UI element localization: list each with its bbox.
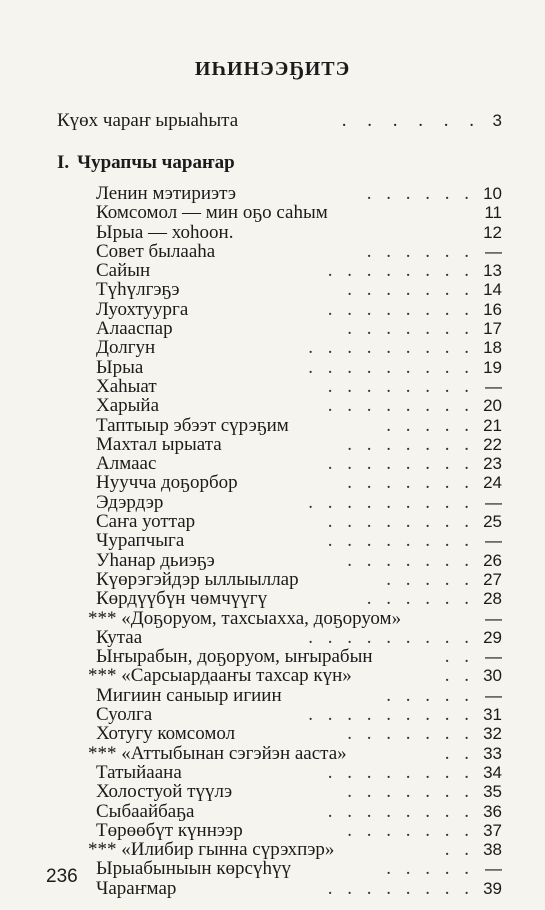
entry-title: Холостуой түүлэ [96,781,233,803]
toc-entry [96,338,502,357]
leader-dots: . . [444,743,474,763]
leader-dots: . . [444,840,474,860]
entry-page: 38 [483,840,502,860]
toc-entry [96,300,502,319]
entry-page: 39 [483,878,502,898]
entry-title: Саҥа уоттар [96,511,196,533]
leader-dots: . . . . . . . [347,319,474,339]
toc-entry [96,763,502,782]
leader-dots: . . . . . . . . . [308,705,474,725]
entry-title: Сыбаайбаҕа [96,800,195,822]
entry-page: — [485,492,502,512]
entry-title: Таптыыр эбээт сүрэҕим [96,414,289,436]
toc-entry [96,203,502,222]
entry-page: 33 [483,743,502,763]
toc-entry [96,802,502,821]
entry-title: Комсомол — мин оҕо саһым [96,202,328,224]
entry-title: Ырыа [96,356,144,378]
leader-dots: . . . . . . . [347,473,474,493]
section-title: Чурапчы чараҥар [77,152,235,173]
entry-page: 36 [483,801,502,821]
toc-entry [96,628,502,647]
entry-page: 35 [483,782,502,802]
entry-page: 13 [483,261,502,281]
entry-title: Түһүлгэҕэ [96,279,180,301]
entry-page: 28 [483,589,502,609]
toc-entry [88,607,502,629]
toc-entry [96,377,502,396]
leader-dots: . . . . . . [366,184,474,204]
page-number: 236 [46,866,78,887]
toc-entry [96,358,502,377]
entry-title: Долгун [96,337,156,359]
entry-page: 30 [483,666,502,686]
entry-page: 11 [484,203,502,223]
entry-title: Кутаа [96,626,143,648]
toc-entry [96,435,502,454]
entry-title: Сайын [96,260,151,282]
leader-dots: . . . . . . . . [327,531,474,551]
entry-title: Харыйа [96,395,160,417]
entry-page: — [485,685,502,705]
entry-page: 17 [483,319,502,339]
leader-dots: . . . . . . . . [327,512,474,532]
toc-entry [96,782,502,801]
toc-entry [96,473,502,492]
toc-entry [96,724,502,743]
entry-page: 18 [483,338,502,358]
toc-entry [88,839,502,861]
intro-title: Күөх чараҥ ырыаһыта [57,110,239,131]
entry-page: 25 [483,512,502,532]
entry-page: — [485,241,502,261]
leader-dots: . . . . . . . . [327,396,474,416]
entry-title: Суолга [96,704,153,726]
entry-title: *** «Доҕоруом, тахсыахха, доҕоруом» [88,607,402,629]
leader-dots: . . . . . . . [347,820,474,841]
leader-dots: . . [444,647,474,667]
entry-page: 21 [483,415,502,435]
toc-entry [96,454,502,473]
leader-dots: . . . . . . . . [327,762,474,783]
toc-entry [96,242,502,261]
entry-page: 26 [483,550,502,570]
entry-page: — [485,376,502,396]
entry-page: 23 [483,454,502,474]
leader-dots: . . . . . . . [347,280,474,300]
leader-dots: . . . . . [386,415,474,435]
entry-title: Күөрэгэйдэр ыллыыллар [96,568,299,590]
entry-title: Алааспар [96,318,173,340]
entry-title: Төрөөбүт күннээр [96,819,243,841]
entry-page: 32 [483,724,502,744]
entry-page: — [485,608,502,628]
leader-dots: . . . . . . . [347,724,474,744]
entry-title: Уһанар дьиэҕэ [96,549,215,571]
leader-dots: . . [444,666,474,686]
entry-title: Ыҥырабын, доҕоруом, ыҥырабын [96,646,373,668]
entry-page: 34 [483,762,502,782]
page-title: ИҺИНЭЭҔИТЭ [194,58,351,80]
entry-title: Совет былааһа [96,240,216,262]
toc-entry [96,859,502,878]
entry-title: Татыйаана [96,761,182,783]
entry-title: Алмаас [96,453,157,475]
entry-page: 10 [483,184,502,203]
entry-title: Луохтуурга [96,298,189,320]
entry-title: Эдэрдэр [96,491,164,513]
entry-title: Махтал ырыата [96,433,222,455]
entry-title: Хотугу комсомол [96,723,236,745]
toc-entry [96,879,502,898]
toc-entry [96,280,502,299]
leader-dots: . . . . . . . . . [308,627,474,648]
leader-dots: . . . . . . [341,110,482,131]
leader-dots: . . . . . . [366,241,474,262]
toc-list [88,183,502,899]
entry-title: Ырыабыныын көрсүһүү [96,858,291,880]
leader-dots: . . . . . . . [347,434,474,455]
toc-entry [96,396,502,415]
toc-entry [96,821,502,840]
leader-dots: . . . . . . [366,589,474,609]
entry-page: 24 [483,473,502,493]
leader-dots: . . . . . . . . [327,878,474,898]
toc-entry [88,665,502,687]
leader-dots: . . . . . . . [347,550,474,570]
entry-page: 20 [483,396,502,416]
entry-title: Көрдүүбүн чөмчүүгү [96,588,268,610]
entry-page: 16 [483,299,502,319]
entry-title: Нууччa доҕорбор [96,472,238,494]
toc-entry [96,705,502,724]
entry-title: *** «Илибир гынна сүрэхпэр» [88,839,335,861]
toc-entry [96,551,502,570]
entry-page: 19 [483,357,502,377]
toc-entry [96,319,502,338]
section-number: I. [57,152,70,173]
toc-entry [96,589,502,608]
entry-title: Ырыа — хоһоон. [96,221,234,243]
entry-title: Мигиин саныыр игиин [96,684,282,706]
entry-page: — [485,531,502,551]
leader-dots: . . . . . . . . [327,261,474,281]
intro-entry [57,110,502,132]
entry-page: 14 [483,280,502,300]
entry-page: 22 [483,434,502,454]
entry-page: 12 [483,222,502,242]
leader-dots: . . . . . [386,859,474,879]
toc-entry [96,261,502,280]
toc-entry [96,223,502,242]
entry-title: Хаһыат [96,375,157,397]
entry-page: 27 [483,569,502,589]
leader-dots: . . . . . [386,685,474,706]
entry-title: Чараҥмар [96,877,177,899]
section-heading [57,152,235,174]
leader-dots: . . . . . . . . [327,454,474,474]
toc-entry [96,512,502,531]
leader-dots: . . . . . . . . [327,376,474,397]
toc-entry [96,493,502,512]
leader-dots: . . . . . . . . . [308,492,474,513]
entry-page: 29 [483,627,502,647]
toc-entry [96,686,502,705]
toc-entry [96,647,502,666]
entry-page: — [485,647,502,667]
entry-title: Чурапчыга [96,530,185,552]
leader-dots: . . . . . . . . . [308,338,474,358]
toc-entry [96,531,502,550]
entry-title: Ленин мэтириэтэ [96,183,237,204]
leader-dots: . . . . . . . . . [308,357,474,377]
leader-dots: . . . . . . . [347,782,474,802]
leader-dots: . . . . . . . . [327,801,474,821]
leader-dots: . . . . . . . . [327,299,474,320]
intro-page: 3 [492,111,502,130]
toc-entry [96,570,502,589]
entry-title: *** «Сарсыардааҥы тахсар күн» [88,665,352,687]
entry-title: *** «Аттыбынан сэгэйэн ааста» [88,742,347,764]
toc-entry [96,184,502,203]
entry-page: 31 [483,705,502,725]
toc-entry [88,742,502,764]
entry-page: — [485,859,502,879]
leader-dots: . . . . . [386,569,474,590]
toc-entry [96,416,502,435]
entry-page: 37 [483,820,502,840]
